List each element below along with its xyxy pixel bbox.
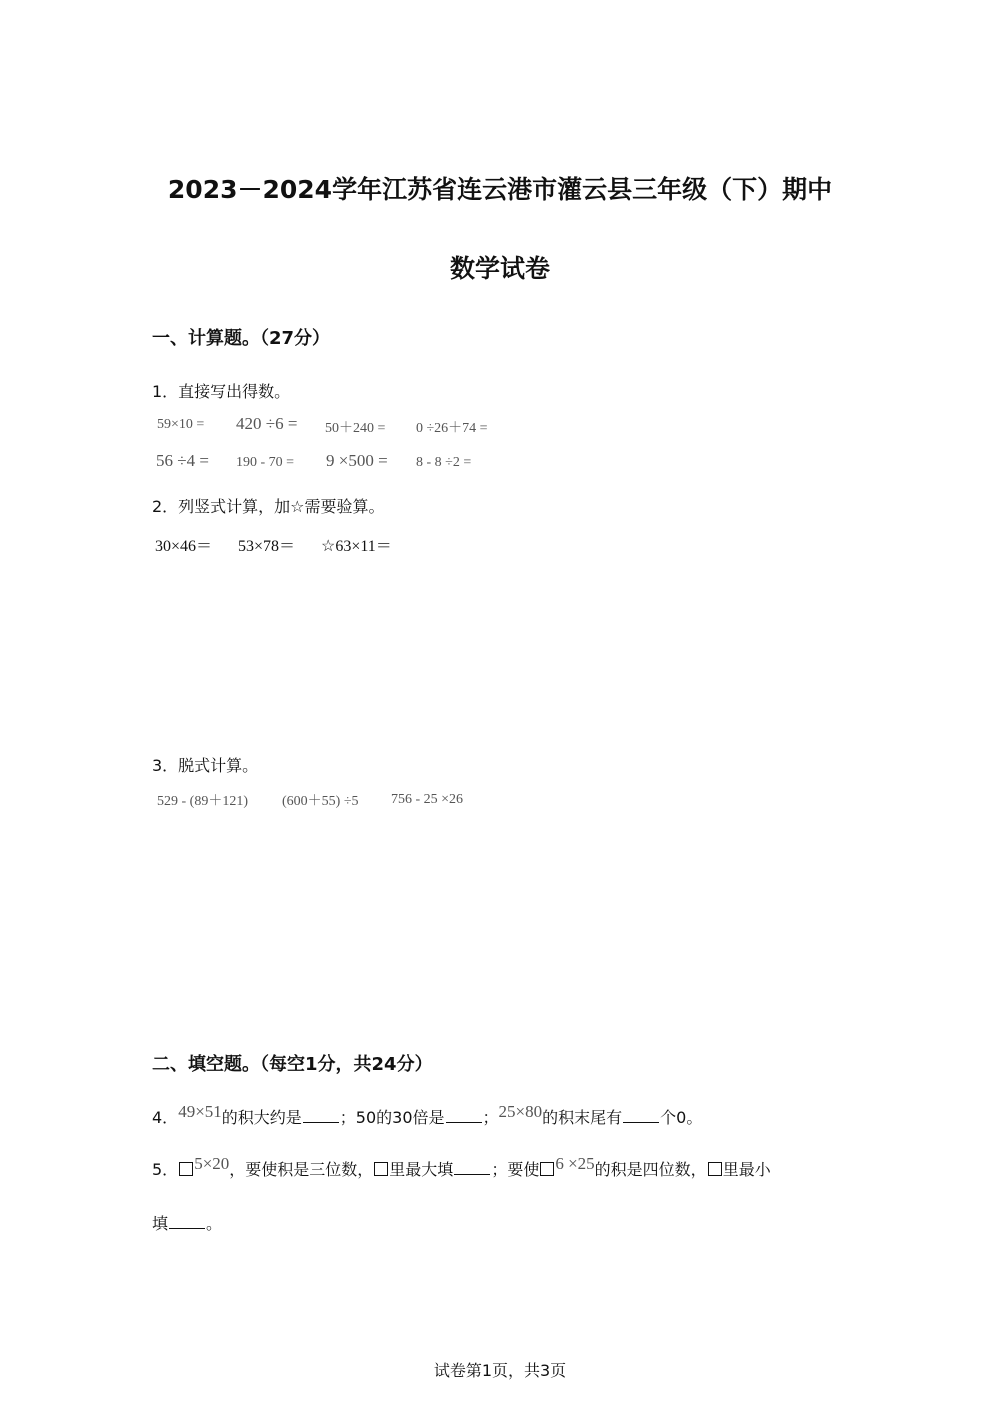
q5-blank-2[interactable] xyxy=(169,1214,205,1229)
q1-expr-2: 420 ÷6 = xyxy=(236,414,298,433)
q1-expr-1: 59×10 = xyxy=(157,417,205,432)
q3-label: 3．脱式计算。 xyxy=(152,756,259,775)
q4-line xyxy=(152,1102,703,1128)
q5-text-2: 里最大填 xyxy=(389,1160,454,1179)
q5-line-2 xyxy=(152,1211,222,1234)
q5-blank-1[interactable] xyxy=(454,1160,490,1175)
q5-text-1: ，要使积是三位数， xyxy=(229,1160,374,1179)
q5-line-1 xyxy=(152,1154,771,1180)
q3-item-1: 529 - (89＋121) xyxy=(157,794,248,809)
q1-label: 1．直接写出得数。 xyxy=(152,382,291,401)
q3-item-2: (600＋55) ÷5 xyxy=(282,794,359,809)
q4-text-4: 的积末尾有 xyxy=(542,1108,623,1127)
q4-text-2: ；50的30倍是 xyxy=(339,1108,445,1127)
q4-math-2: 25×80 xyxy=(498,1102,543,1121)
q4-text-3: ； xyxy=(482,1108,499,1127)
q5-line2-text-b: 。 xyxy=(206,1214,223,1233)
q5-line2-text-a: 填 xyxy=(152,1214,169,1233)
exam-title-line1: 2023－2024学年江苏省连云港市灌云县三年级（下）期中 xyxy=(167,175,833,204)
q5-text-4: 的积是四位数， xyxy=(594,1160,707,1179)
q5-number: 5． xyxy=(152,1160,179,1179)
q1-expr-4: 0 ÷26＋74 = xyxy=(416,421,488,436)
exam-title-line2: 数学试卷 xyxy=(449,254,550,283)
square-box-icon xyxy=(179,1162,193,1176)
q4-number: 4． xyxy=(152,1108,179,1127)
q3-item-3: 756 - 25 ×26 xyxy=(391,792,464,807)
page-footer: 试卷第1页，共3页 xyxy=(433,1361,567,1380)
square-box-icon xyxy=(374,1162,388,1176)
section1-heading: 一、计算题。（27分） xyxy=(152,328,331,349)
q4-blank-1[interactable] xyxy=(303,1108,339,1123)
q2-label: 2．列竖式计算，加☆需要验算。 xyxy=(152,497,385,516)
square-box-icon xyxy=(708,1162,722,1176)
q5-text-3: ；要使 xyxy=(491,1160,540,1179)
q4-text-1: 的积大约是 xyxy=(221,1108,302,1127)
section2-heading: 二、填空题。（每空1分，共24分） xyxy=(152,1054,433,1075)
q4-text-5: 个0。 xyxy=(660,1108,703,1127)
q4-blank-3[interactable] xyxy=(623,1108,659,1123)
q5-text-5: 里最小 xyxy=(722,1160,771,1179)
q1-expr-5: 56 ÷4 = xyxy=(156,451,209,470)
q1-expr-6: 190 - 70 = xyxy=(236,455,295,470)
q1-expr-3: 50＋240 = xyxy=(325,421,386,436)
q1-expr-7: 9 ×500 = xyxy=(326,451,388,470)
q1-expr-8: 8 - 8 ÷2 = xyxy=(416,455,472,470)
q2-item-1: 30×46＝ xyxy=(155,538,213,555)
q4-blank-2[interactable] xyxy=(446,1108,482,1123)
q2-item-3: ☆63×11＝ xyxy=(321,538,392,555)
q5-math-2: 6 ×25 xyxy=(555,1154,595,1173)
square-box-icon xyxy=(540,1162,554,1176)
q4-math-1: 49×51 xyxy=(178,1102,222,1121)
q2-item-2: 53×78＝ xyxy=(238,538,296,555)
q5-math-1: 5×20 xyxy=(194,1154,230,1173)
